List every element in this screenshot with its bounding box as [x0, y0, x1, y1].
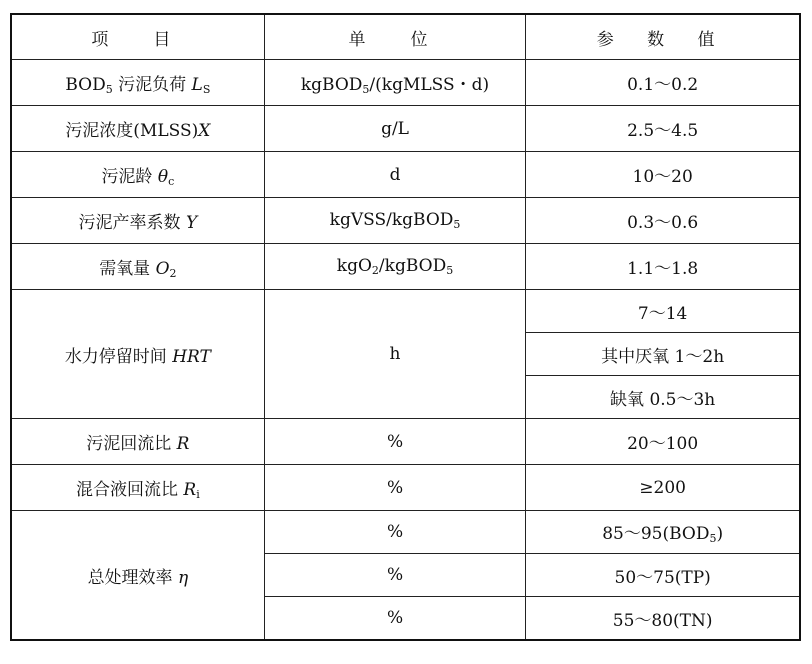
unit-cell: %	[264, 597, 526, 641]
value-cell: 0.3～0.6	[526, 198, 800, 244]
value-cell: 2.5～4.5	[526, 106, 800, 152]
table-row	[11, 60, 800, 106]
unit-cell: g/L	[264, 106, 526, 152]
value-cell: ≥200	[526, 465, 800, 511]
unit-cell: %	[264, 554, 526, 597]
table-row	[11, 465, 800, 511]
value-cell: 20～100	[526, 419, 800, 465]
value-cell: 7～14	[526, 290, 800, 333]
item-cell: 污泥龄 $\theta_c$	[11, 152, 264, 198]
unit-cell: h	[264, 290, 526, 419]
value-cell: 其中厌氧 1～2h	[526, 333, 800, 376]
table-row	[11, 511, 800, 554]
unit-cell: %	[264, 511, 526, 554]
header-unit: 单 位	[264, 14, 526, 60]
table-row	[11, 106, 800, 152]
header-value: 参 数 值	[526, 14, 800, 60]
table-header-row	[11, 14, 800, 60]
parameter-table	[10, 13, 801, 641]
unit-cell: %	[264, 419, 526, 465]
item-cell: 水力停留时间 HRT	[11, 290, 264, 419]
parameter-table-container	[10, 13, 801, 641]
unit-cell: kgVSS/kgBOD$_5$	[264, 198, 526, 244]
item-cell: 混合液回流比 $R_i$	[11, 465, 264, 511]
unit-cell: d	[264, 152, 526, 198]
table-row	[11, 244, 800, 290]
item-cell: 污泥浓度(MLSS)X	[11, 106, 264, 152]
unit-cell: kgBOD$_5$/(kgMLSS・d)	[264, 60, 526, 106]
item-cell: 污泥产率系数 Y	[11, 198, 264, 244]
item-cell: 需氧量 $O_2$	[11, 244, 264, 290]
table-row	[11, 419, 800, 465]
unit-cell: kgO$_2$/kgBOD$_5$	[264, 244, 526, 290]
value-cell: $85\sim 95(BOD_5)$	[526, 511, 800, 554]
item-cell: $BOD_5$ 污泥负荷 $L_S$	[11, 60, 264, 106]
item-cell: 总处理效率 η	[11, 511, 264, 641]
table-row	[11, 152, 800, 198]
value-cell: 缺氧 0.5～3h	[526, 376, 800, 419]
item-cell: 污泥回流比 R	[11, 419, 264, 465]
unit-cell: %	[264, 465, 526, 511]
header-item: 项 目	[11, 14, 264, 60]
value-cell: 10～20	[526, 152, 800, 198]
value-cell: 55～80(TN)	[526, 597, 800, 641]
value-cell: 1.1～1.8	[526, 244, 800, 290]
value-cell: 0.1～0.2	[526, 60, 800, 106]
table-row	[11, 198, 800, 244]
value-cell: 50～75(TP)	[526, 554, 800, 597]
table-row	[11, 290, 800, 333]
